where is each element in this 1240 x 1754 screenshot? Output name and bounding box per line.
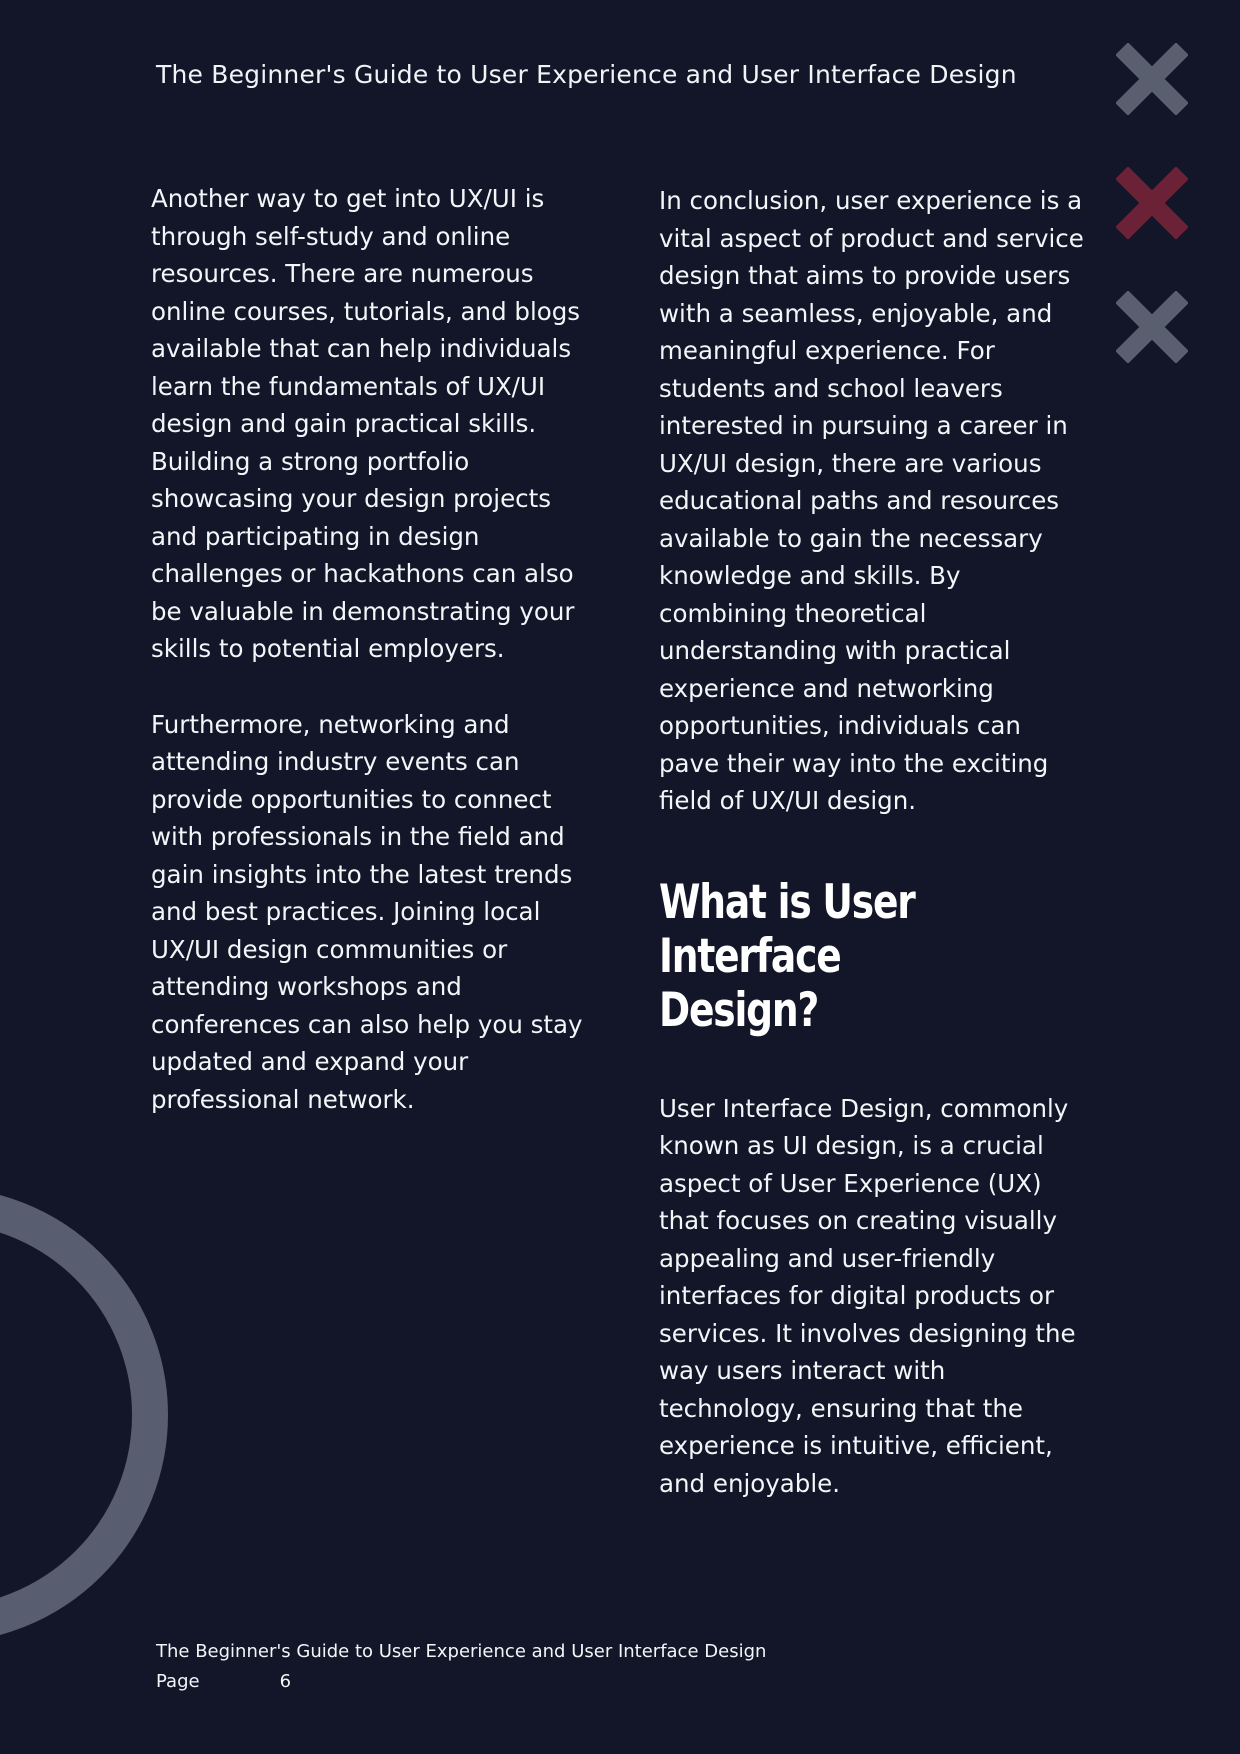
- footer: [156, 1637, 766, 1697]
- page-number: 6: [279, 1671, 292, 1692]
- page-row: [156, 1667, 766, 1697]
- decorative-ring: [0, 1187, 168, 1643]
- x-icon: [1116, 43, 1188, 115]
- left-column: [151, 180, 609, 1156]
- paragraph: User Interface Design, commonly known as UI design, is a crucial aspect of User Experience (UX) that focuses on creating visually appealing and user-friendly interfaces for digital products or services. It involves designing the way users interact with technology, ensuring that the experience is intuitive, efficient, and enjoyable.: [659, 1093, 1076, 1498]
- x-icon: [1116, 291, 1188, 363]
- page-label: Page: [156, 1671, 200, 1692]
- right-column: [659, 182, 1097, 1540]
- header-title: The Beginner's Guide to User Experience and User Interface Design: [156, 60, 1017, 89]
- x-icon: [1116, 167, 1188, 239]
- paragraph: In conclusion, user experience is a vital aspect of product and service design that aims to provide users with a seamless, enjoyable, and meaningful experience. For students and school leavers interested in pursuing a career in UX/UI design, there are various educational paths and resources available to gain the necessary knowledge and skills. By combining theoretical understanding with practical experience and networking opportunities, individuals can pave their way into the exciting field of UX/UI design.: [659, 186, 1084, 815]
- section-heading: What is User Interface Design?: [659, 874, 915, 1038]
- footer-title: The Beginner's Guide to User Experience and User Interface Design: [156, 1641, 767, 1662]
- paragraph: Furthermore, networking and attending industry events can provide opportunities to connect with professionals in the field and gain insights into the latest trends and best practices. Joining local UX/UI design communities or attending workshops and conferences can also help you stay updated and expand your professional network.: [151, 709, 583, 1114]
- paragraph: Another way to get into UX/UI is through self-study and online resources. There are numerous online courses, tutorials, and blogs available that can help individuals learn the fundamentals of UX/UI design and gain practical skills. Building a strong portfolio showcasing your design projects and participating in design challenges or hackathons can also be valuable in demonstrating your skills to potential employers.: [151, 184, 581, 663]
